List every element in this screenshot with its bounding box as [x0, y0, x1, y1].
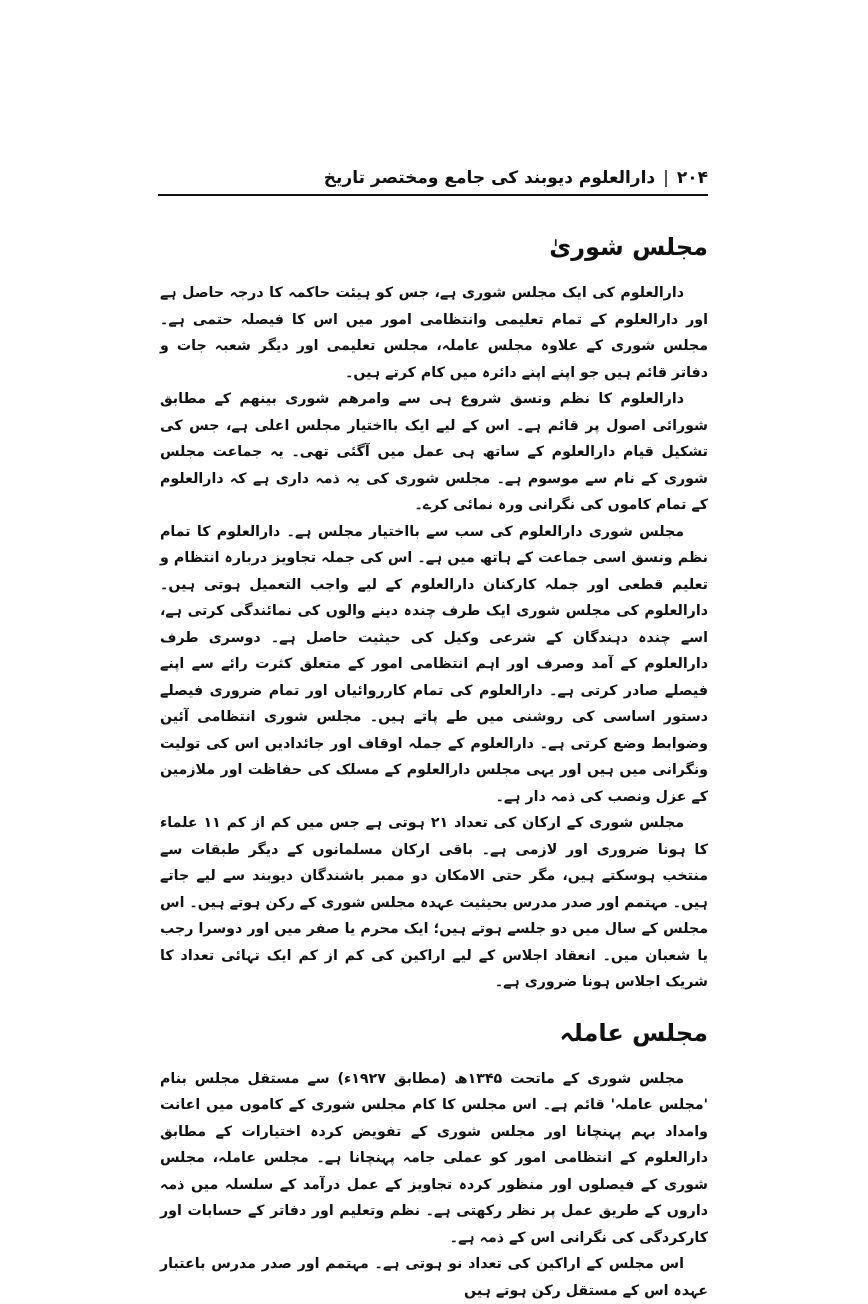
- section-title-majlis-shura: مجلس شوریٰ: [549, 233, 708, 261]
- paragraph: اس مجلس کے اراکین کی تعداد نو ہوتی ہے۔ مہتمم اور صدر مدرس باعتبار عہدہ اس کے مستقل رکن ہوتے ہیں: [160, 1256, 708, 1299]
- paragraph: دارالعلوم کی ایک مجلس شوری ہے، جس کو ہیئت حاکمہ کا درجہ حاصل ہے اور دارالعلوم کے تمام تعلیمی وانتظامی امور میں اس کا فیصلہ حتمی ہے۔ مجلس شوری کے علاوہ مجلس عاملہ، مجلس تعلیمی اور دیگر شعبہ جات و دفاتر قائم ہیں جو اپنے اپنے دائرہ میں کام کرتے ہیں۔: [160, 285, 708, 381]
- book-title: دارالعلوم دیوبند کی جامع ومختصر تاریخ: [323, 168, 656, 188]
- section-title-majlis-amila: مجلس عاملہ: [559, 1018, 708, 1047]
- section-gap: [160, 996, 708, 1006]
- paragraph: مجلس شوری کے ارکان کی تعداد ۲۱ ہوتی ہے جس میں کم از کم ۱۱ علماء کا ہونا ضروری اور لازمی ہے۔ باقی ارکان مسلمانوں کے دیگر طبقات سے منتخب ہوسکتے ہیں، مگر حتی الامکان دو ممبر باشندگان دیوبند سے لیے جاتے ہیں۔ مہتمم اور صدر مدرس بحیثیت عہدہ مجلس شوری کے رکن ہوتے ہیں۔ اس مجلس کے سال میں دو جلسے ہوتے ہیں؛ ایک محرم یا صفر میں اور دوسرا رجب یا شعبان میں۔ انعقاد اجلاس کے لیے اراکین کی کم از کم ایک تہائی تعداد کا شریک اجلاس ہونا ضروری ہے۔: [160, 815, 708, 990]
- page-number: ۲۰۴: [676, 168, 708, 188]
- paragraph: مجلس شوری دارالعلوم کی سب سے بااختیار مجلس ہے۔ دارالعلوم کا تمام نظم ونسق اسی جماعت کے ہاتھ میں ہے۔ اس کی جملہ تجاویز دربارہ انتظام و تعلیم قطعی اور جملہ کارکنان دارالعلوم کے لیے واجب التعمیل ہوتی ہیں۔ دارالعلوم کی مجلس شوری ایک طرف چندہ دینے والوں کی نمائندگی کرتی ہے، اسے چندہ دہندگان کے شرعی وکیل کی حیثیت حاصل ہے۔ دوسری طرف دارالعلوم کے آمد وصرف اور اہم انتظامی امور کے متعلق کثرت رائے سے اپنے فیصلے صادر کرتی ہے۔ دارالعلوم کی تمام کارروائیاں اور تمام ضروری فیصلے دستور اساسی کی روشنی میں طے پاتے ہیں۔ مجلس شوری انتظامی آئین وضوابط وضع کرتی ہے۔ دارالعلوم کے جملہ اوقاف اور جائدادیں اس کی تولیت ونگرانی میں ہیں اور یہی مجلس دارالعلوم کے مسلک کی حفاظت اور ملازمین کے عزل ونصب کی ذمہ دار ہے۔: [160, 523, 708, 805]
- paragraph: دارالعلوم کا نظم ونسق شروع ہی سے وامرھم شوری بینھم کے مطابق شورائی اصول پر قائم ہے۔ اس کے لیے ایک بااختیار مجلس اعلی ہے، جس کی تشکیل قیام دارالعلوم کے ساتھ ہی عمل میں آگئی تھی۔ یہ جماعت مجلس شوری کے نام سے موسوم ہے۔ مجلس شوری کی یہ ذمہ داری ہے کہ دارالعلوم کے تمام کاموں کی نگرانی ورہ نمائی کرے۔: [160, 391, 708, 513]
- header-rule: [158, 194, 708, 196]
- header-separator: |: [663, 168, 669, 188]
- paragraph: مجلس شوری کے ماتحت ۱۳۴۵ھ (مطابق ۱۹۲۷ء) سے مستقل مجلس بنام 'مجلس عاملہ' قائم ہے۔ اس مجلس کا کام مجلس شوری کے کاموں میں اعانت وامداد بہم پہنچانا اور مجلس شوری کے تفویض کردہ اختیارات کے مطابق دارالعلوم کے انتظامی امور کو عملی جامہ پہنچانا ہے۔ مجلس عاملہ، مجلس شوری کے فیصلوں اور منظور کردہ تجاویز کے عمل درآمد کے سلسلہ میں ذمہ داروں کے طریق عمل پر نظر رکھتی ہے۔ نظم وتعلیم اور دفاتر کے حسابات اور کارکردگی کی نگرانی اس کے ذمہ ہے۔: [160, 1070, 708, 1246]
- page-content: [160, 220, 708, 1304]
- running-header: [158, 163, 708, 193]
